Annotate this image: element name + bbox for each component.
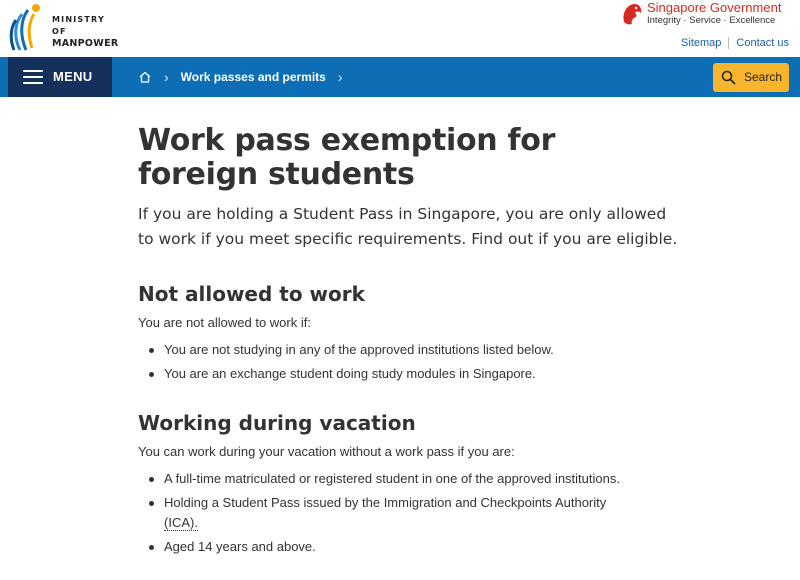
menu-button[interactable] bbox=[8, 57, 112, 97]
page-lead: If you are holding a Student Pass in Singapore, you are only allowed to work if you meet specific requirements. Find out if you are eligible. bbox=[138, 205, 678, 248]
section-heading-vacation: Working during vacation bbox=[138, 411, 416, 435]
ica-abbreviation[interactable]: (ICA). bbox=[164, 515, 198, 530]
search-icon bbox=[721, 70, 736, 85]
bullet-dot bbox=[149, 477, 154, 482]
bullet-dot bbox=[149, 501, 154, 506]
sg-tagline: Integrity · Service · Excellence bbox=[647, 15, 776, 26]
list-item bbox=[138, 364, 678, 384]
sg-title-word2: Government bbox=[709, 0, 782, 15]
section-intro-not-allowed: You are not allowed to work if: bbox=[138, 315, 311, 330]
list-item-text: A full-time matriculated or registered student in one of the approved institutions. bbox=[164, 471, 620, 486]
menu-label: MENU bbox=[53, 69, 93, 84]
breadcrumb-work-passes[interactable]: Work passes and permits bbox=[180, 70, 326, 84]
search-label: Search bbox=[744, 70, 783, 84]
site-header bbox=[0, 0, 800, 57]
search-button[interactable] bbox=[713, 63, 789, 92]
mom-wordmark-line1: MINISTRY OF bbox=[52, 15, 105, 36]
mom-wordmark-line2: MANPOWER bbox=[52, 38, 119, 49]
sg-title-word1: Singapore bbox=[647, 0, 707, 15]
list-item-text: You are an exchange student doing study modules in Singapore. bbox=[164, 366, 536, 381]
list-item-text: Holding a Student Pass issued by the Immigration and Checkpoints Authority bbox=[164, 495, 607, 510]
sitemap-link[interactable]: Sitemap bbox=[681, 37, 722, 49]
utility-divider bbox=[728, 37, 729, 49]
list-item-text: You are not studying in any of the approved institutions listed below. bbox=[164, 342, 554, 357]
mom-logo-icon bbox=[6, 2, 48, 54]
not-allowed-list bbox=[138, 340, 678, 384]
list-item bbox=[138, 493, 678, 533]
bullet-dot bbox=[149, 372, 154, 377]
hamburger-icon bbox=[23, 70, 43, 84]
sg-title bbox=[647, 1, 781, 15]
sg-government-logo[interactable] bbox=[620, 1, 790, 27]
chevron-right-icon: › bbox=[337, 69, 343, 85]
mom-logo[interactable] bbox=[6, 2, 119, 54]
contact-us-link[interactable]: Contact us bbox=[736, 37, 789, 49]
list-item-text: Aged 14 years and above. bbox=[164, 539, 316, 554]
section-heading-not-allowed: Not allowed to work bbox=[138, 282, 365, 306]
vacation-list bbox=[138, 469, 678, 557]
breadcrumb bbox=[138, 57, 355, 97]
chevron-right-icon: › bbox=[164, 69, 169, 85]
list-item bbox=[138, 537, 678, 557]
list-item bbox=[138, 340, 678, 360]
home-icon[interactable] bbox=[138, 70, 152, 84]
lion-head-icon bbox=[620, 2, 644, 26]
bullet-dot bbox=[149, 545, 154, 550]
mom-wordmark bbox=[52, 14, 118, 50]
list-item bbox=[138, 469, 678, 489]
bullet-dot bbox=[149, 348, 154, 353]
page-title: Work pass exemption for foreign students bbox=[138, 123, 556, 192]
section-intro-vacation: You can work during your vacation without a work pass if you are: bbox=[138, 444, 515, 459]
main-navbar bbox=[0, 57, 800, 97]
utility-links bbox=[681, 37, 789, 49]
main-content bbox=[138, 97, 678, 561]
